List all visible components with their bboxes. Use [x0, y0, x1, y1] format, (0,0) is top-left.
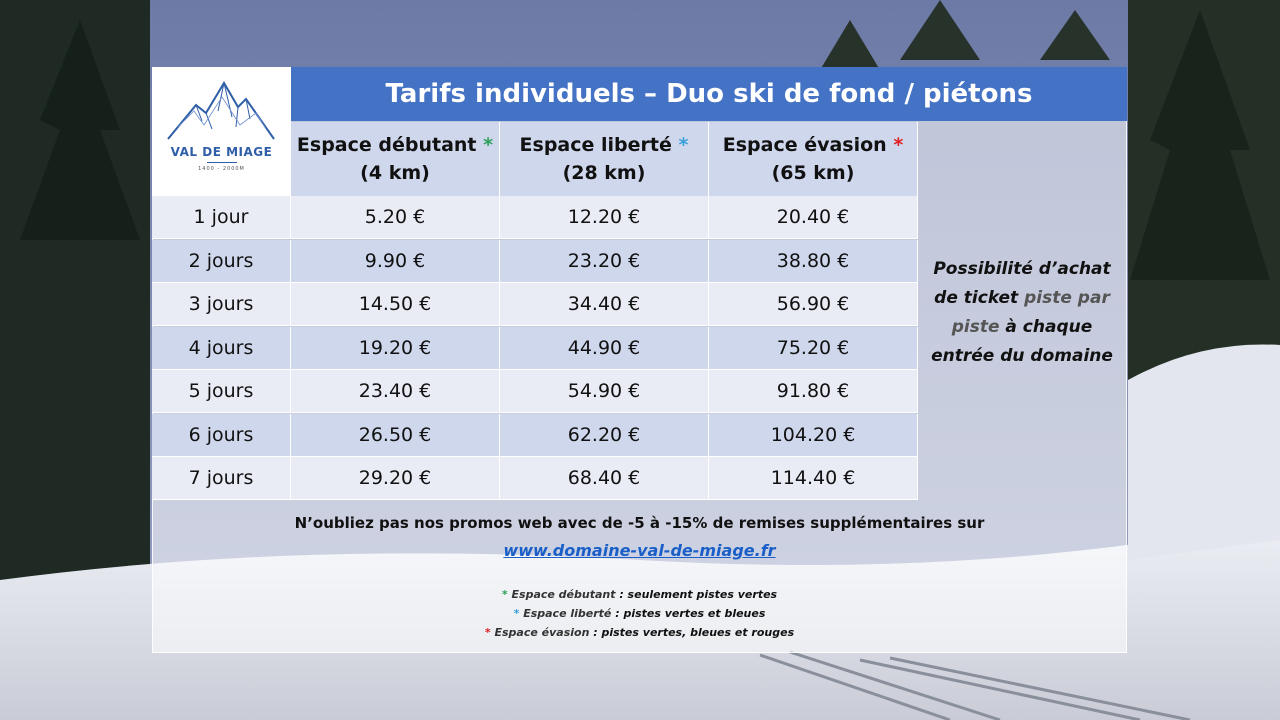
column-distance: (28 km) [562, 162, 646, 184]
price-cell: 5.20 € [291, 196, 500, 239]
red-star-icon: * [893, 134, 904, 156]
side-note-part3: à chaque entrée du domaine [931, 317, 1113, 366]
column-distance: (65 km) [771, 162, 855, 184]
logo-divider [207, 162, 237, 163]
price-cell: 20.40 € [709, 196, 918, 239]
duration-cell: 5 jours [152, 370, 291, 413]
table-row [152, 196, 918, 239]
side-note-part1: Possibilité d’achat de ticket [933, 259, 1111, 308]
column-name: Espace débutant [296, 134, 477, 156]
promo-text: N’oubliez pas nos promos web avec de -5 à -15% de remises supplémentaires sur [294, 514, 985, 532]
column-header-evasion [709, 122, 918, 196]
legend-item [152, 626, 1127, 639]
price-cell: 68.40 € [500, 457, 709, 500]
price-cell: 91.80 € [709, 370, 918, 413]
legend-desc: : pistes vertes et bleues [611, 607, 766, 620]
price-cell: 26.50 € [291, 414, 500, 457]
column-header-debutant [291, 122, 500, 196]
legend-desc: : pistes vertes, bleues et rouges [589, 626, 795, 639]
red-star-icon: * [484, 626, 491, 639]
blue-star-icon: * [513, 607, 520, 620]
table-row [152, 240, 918, 283]
duration-cell: 2 jours [152, 240, 291, 283]
duration-cell: 7 jours [152, 457, 291, 500]
table-row [152, 414, 918, 457]
promo-link[interactable]: www.domaine-val-de-miage.fr [503, 541, 776, 560]
price-cell: 19.20 € [291, 327, 500, 370]
legend-label: Espace évasion [494, 626, 590, 639]
table-row [152, 370, 918, 413]
price-cell: 29.20 € [291, 457, 500, 500]
price-cell: 23.40 € [291, 370, 500, 413]
legend-item [152, 588, 1127, 601]
page-title: Tarifs individuels – Duo ski de fond / piétons [291, 67, 1127, 121]
legend-label: Espace débutant [511, 588, 616, 601]
price-cell: 34.40 € [500, 283, 709, 326]
price-cell: 44.90 € [500, 327, 709, 370]
price-cell: 9.90 € [291, 240, 500, 283]
duration-cell: 4 jours [152, 327, 291, 370]
price-cell: 38.80 € [709, 240, 918, 283]
table-row [152, 457, 918, 500]
price-cell: 12.20 € [500, 196, 709, 239]
legend-desc: : seulement pistes vertes [615, 588, 778, 601]
price-cell: 114.40 € [709, 457, 918, 500]
price-cell: 14.50 € [291, 283, 500, 326]
side-note [922, 255, 1122, 371]
column-name: Espace évasion [722, 134, 887, 156]
logo [152, 67, 291, 196]
column-header-liberte [500, 122, 709, 196]
duration-cell: 1 jour [152, 196, 291, 239]
table-row [152, 327, 918, 370]
price-cell: 62.20 € [500, 414, 709, 457]
price-cell: 23.20 € [500, 240, 709, 283]
price-cell: 75.20 € [709, 327, 918, 370]
legend-item [152, 607, 1127, 620]
side-note-part2: piste par piste [951, 288, 1110, 337]
table-row [152, 283, 918, 326]
duration-cell: 3 jours [152, 283, 291, 326]
mountain-logo-icon [166, 77, 277, 143]
column-distance: (4 km) [360, 162, 430, 184]
price-cell: 56.90 € [709, 283, 918, 326]
logo-name: VAL DE MIAGE [170, 145, 273, 159]
price-cell: 54.90 € [500, 370, 709, 413]
logo-altitude: 1400 - 2000M [198, 166, 245, 172]
legend-label: Espace liberté [523, 607, 612, 620]
blue-star-icon: * [678, 134, 689, 156]
green-star-icon: * [501, 588, 508, 601]
column-name: Espace liberté [519, 134, 672, 156]
price-cell: 104.20 € [709, 414, 918, 457]
duration-cell: 6 jours [152, 414, 291, 457]
green-star-icon: * [483, 134, 494, 156]
